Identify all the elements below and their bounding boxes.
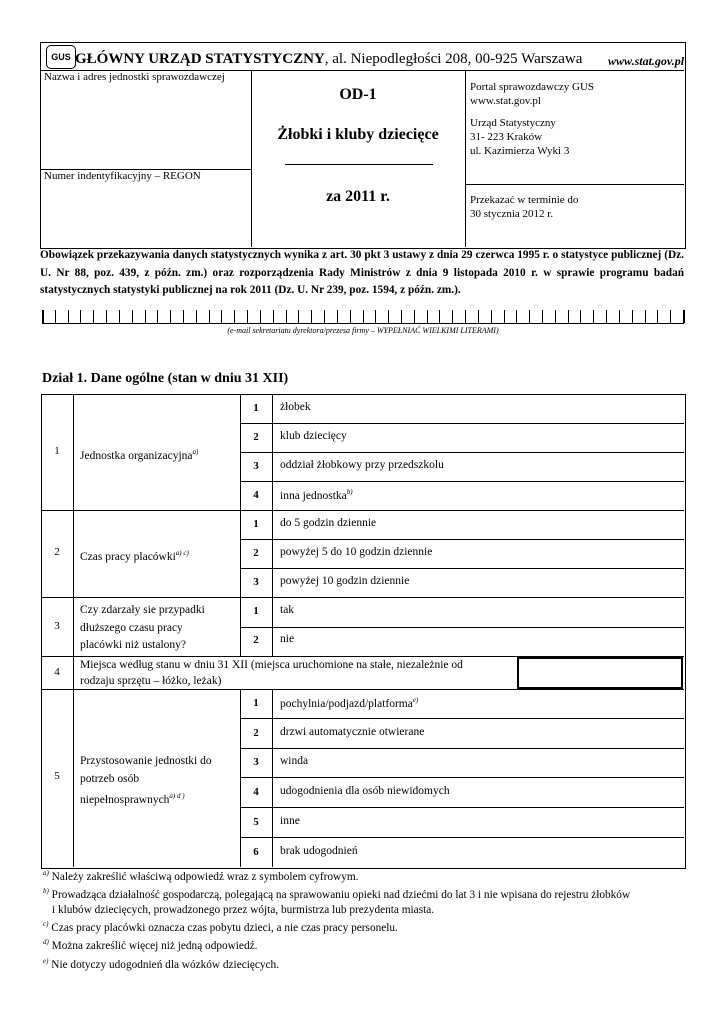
footnote-text: Można zakreślić więcej niż jedną odpowiedź. [51, 940, 258, 953]
form-code: OD-1 [339, 86, 377, 103]
footnote-mark: b) [43, 887, 49, 896]
label-sup: a) c) [175, 549, 189, 557]
option-text: powyżej 10 godzin dziennie [280, 575, 410, 587]
opt-sep [240, 539, 684, 540]
portal-url[interactable]: www.stat.gov.pl [470, 95, 541, 107]
option-text: tak [280, 604, 295, 616]
option-text: do 5 godzin dziennie [280, 517, 377, 529]
email-box-tick [555, 310, 556, 323]
option-number[interactable]: 3 [253, 460, 259, 472]
label-line: Czy zdarzały sie przypadki [80, 604, 205, 616]
footnote [43, 935, 683, 953]
option-text: brak udogodnień [280, 845, 358, 857]
option-number[interactable]: 2 [253, 431, 259, 443]
option-ramp[interactable] [280, 696, 418, 710]
group-sep-1-2 [41, 510, 684, 511]
email-box-tick [170, 310, 171, 323]
portal-label: Portal sprawozdawczy GUS [470, 81, 595, 93]
organization-name [75, 51, 582, 68]
email-box-tick [427, 310, 428, 323]
row-label-longer-hours [80, 602, 205, 655]
option-no[interactable] [280, 633, 294, 645]
office-address [470, 116, 569, 158]
option-number[interactable]: 1 [253, 402, 259, 414]
label-line: Miejsca według stanu w dniu 31 XII (miejsca uruchomione na stałe, niezależnie od [80, 659, 463, 671]
option-nursery[interactable] [280, 401, 311, 413]
email-caption: (e-mail sekretariatu dyrektora/prezesa firmy – WYPEŁNIAĆ WIELKIMI LITERAMI) [227, 326, 499, 335]
email-box-tick [401, 310, 402, 323]
footnote [43, 954, 683, 972]
email-box-tick [632, 310, 633, 323]
email-box-tick [42, 310, 44, 323]
email-box-tick [478, 310, 479, 323]
label-sup: a) d ) [169, 792, 185, 800]
row-number: 1 [54, 445, 60, 457]
email-box-tick [452, 310, 453, 323]
opt-sep [240, 481, 684, 482]
email-box-tick [247, 310, 248, 323]
email-box-tick [68, 310, 69, 323]
option-number[interactable]: 4 [253, 489, 259, 501]
email-box-tick [580, 310, 581, 323]
email-box-tick [196, 310, 197, 323]
label-text: niepełnosprawnych [80, 793, 170, 806]
email-box-tick [234, 310, 235, 323]
header-col-divider-right [465, 70, 466, 247]
col-line-num-a [272, 394, 273, 656]
footnote-mark: d) [43, 938, 49, 947]
opt-sep [240, 452, 684, 453]
option-blind-facilities[interactable] [280, 785, 450, 797]
regon-label: Numer indentyfikacyjny – REGON [44, 170, 201, 182]
option-5-to-10h[interactable] [280, 546, 432, 558]
option-text: pochylnia/podjazd/platforma [280, 697, 413, 710]
option-number[interactable]: 1 [253, 697, 259, 709]
email-box-tick [388, 310, 389, 323]
email-box-tick [80, 310, 81, 323]
email-box-tick [209, 310, 210, 323]
email-box-tick [593, 310, 594, 323]
deadline-info [470, 193, 578, 221]
portal-info [470, 80, 594, 108]
email-box-tick [657, 310, 658, 323]
option-text: klub dziecięcy [280, 430, 347, 442]
option-text: żłobek [280, 401, 311, 413]
email-box-tick [491, 310, 492, 323]
row-number: 4 [54, 666, 60, 678]
option-number[interactable]: 1 [253, 605, 259, 617]
col-line-label-b [240, 689, 241, 867]
footnote-text: Należy zakreślić właściwą odpowiedź wraz z symbolem cyfrowym. [51, 870, 359, 883]
email-box-tick [350, 310, 351, 323]
group-sep-4-5 [41, 689, 684, 690]
label-line: dłuższego czasu pracy [80, 621, 183, 634]
office-street: ul. Kazimierza Wyki 3 [470, 145, 570, 157]
col-line-num-b [272, 689, 273, 867]
option-text: inna jednostka [280, 489, 347, 502]
option-text: udogodnienia dla osób niewidomych [280, 785, 450, 797]
option-number[interactable]: 3 [253, 756, 259, 768]
email-box-tick [439, 310, 440, 323]
email-box-tick [645, 310, 646, 323]
email-box-tick [260, 310, 261, 323]
label-line: placówki niż ustalony? [80, 639, 187, 651]
email-input-boxes[interactable] [42, 310, 684, 324]
option-number[interactable]: 2 [253, 727, 259, 739]
org-name-bold: GŁÓWNY URZĄD STATYSTYCZNY [75, 51, 325, 67]
option-number[interactable]: 1 [253, 518, 259, 530]
footnote-text: Nie dotyczy udogodnień dla wózków dziecięcych. [51, 958, 280, 971]
option-childrens-club[interactable] [280, 430, 347, 442]
email-box-tick [132, 310, 133, 323]
col-line-no [73, 394, 74, 867]
email-box-tick [55, 310, 56, 323]
email-box-tick [504, 310, 505, 323]
option-sup: e) [412, 696, 419, 704]
email-box-tick [157, 310, 158, 323]
option-yes[interactable] [280, 604, 294, 616]
email-box-tick [683, 310, 685, 323]
legal-notice: Obowiązek przekazywania danych statystycznych wynika z art. 30 pkt 3 ustawy z dnia 29 czerwca 1995 r. o statystyce publicznej (Dz. U. Nr 88, poz. 439, z późn. zm.) oraz rozporządzenia Rady Ministrów z dnia 9 listopada 2010 r. w sprawie programu badań statystycznych statystyki publicznej na rok 2011 (Dz. U. Nr 239, poz. 1594, z późn. zm.). [40, 249, 684, 296]
org-address: , al. Niepodległości 208, 00-925 Warszawa [324, 51, 583, 67]
deadline-label: Przekazać w terminie do [470, 194, 579, 206]
email-box-tick [465, 310, 466, 323]
option-elevator[interactable] [280, 755, 308, 767]
option-text: winda [280, 755, 309, 767]
footnotes [43, 866, 683, 972]
email-box-tick [568, 310, 569, 323]
row-number: 2 [54, 546, 60, 558]
label-text: Jednostka organizacyjna [80, 449, 193, 462]
opt-sep [240, 777, 684, 778]
form-name: Żłobki i kluby dziecięce [277, 126, 439, 143]
footnote [43, 884, 683, 902]
email-box-tick [93, 310, 94, 323]
email-box-tick [363, 310, 364, 323]
email-box-tick [324, 310, 325, 323]
row-label-accessibility [80, 753, 212, 809]
office-city: 31- 223 Kraków [470, 131, 543, 143]
footnote-mark: e) [43, 956, 49, 965]
email-box-tick [516, 310, 517, 323]
opt-sep [240, 627, 684, 628]
option-number[interactable]: 6 [253, 846, 259, 858]
email-box-tick [311, 310, 312, 323]
form-year: za 2011 r. [326, 188, 390, 205]
row-label-organizational-unit [80, 444, 198, 464]
gus-logo: GUS [46, 45, 76, 69]
email-box-tick [221, 310, 222, 323]
option-sup: b) [346, 488, 353, 496]
footnote-text: Czas pracy placówki oznacza czas pobytu dzieci, a nie czas pracy personelu. [51, 921, 398, 934]
email-box-tick [298, 310, 299, 323]
title-separator [285, 164, 433, 165]
opt-sep [240, 748, 684, 749]
gus-url[interactable]: www.stat.gov.pl [608, 54, 685, 68]
email-box-tick [414, 310, 415, 323]
email-box-tick [375, 310, 376, 323]
places-count-field[interactable] [517, 657, 683, 689]
option-text: inne [280, 815, 300, 827]
name-address-field[interactable] [42, 84, 250, 168]
option-other-unit[interactable] [280, 488, 353, 502]
regon-field[interactable] [42, 184, 250, 244]
option-text: nie [280, 633, 295, 645]
deadline-date: 30 stycznia 2012 r. [470, 208, 554, 220]
row-label-places [80, 657, 463, 689]
section-title: Dział 1. Dane ogólne (stan w dniu 31 XII) [42, 371, 289, 386]
footnote-text: Prowadząca działalność gospodarczą, polegającą na sprawowaniu opieki nad dziećmi do lat 3 i nie wpisana do rejestru żłobków [51, 889, 631, 902]
email-box-tick [106, 310, 107, 323]
opt-sep [240, 423, 684, 424]
row-number: 5 [54, 770, 60, 782]
option-number[interactable]: 3 [253, 576, 259, 588]
option-no-facilities[interactable] [280, 845, 358, 857]
footnote-continuation: i klubów dziecięcych, prowadzonego przez wójta, burmistrza lub prezydenta miasta. [52, 903, 435, 916]
label-text: Czas pracy placówki [80, 550, 176, 563]
option-automatic-doors[interactable] [280, 726, 424, 738]
option-other[interactable] [280, 815, 300, 827]
opt-sep [240, 837, 684, 838]
group-sep-2-3 [41, 597, 684, 598]
email-box-tick [606, 310, 607, 323]
email-box-tick [529, 310, 530, 323]
option-text: powyżej 5 do 10 godzin dziennie [280, 546, 433, 558]
label-line: Przystosowanie jednostki do [80, 755, 212, 767]
email-box-tick [119, 310, 120, 323]
row-label-working-hours [80, 545, 189, 565]
name-address-label: Nazwa i adres jednostki sprawozdawczej [44, 71, 225, 83]
option-over-10h[interactable] [280, 575, 409, 587]
label-line: rodzaju sprzętu – łóżko, leżak) [80, 675, 222, 687]
opt-sep [240, 568, 684, 569]
opt-sep [240, 718, 684, 719]
option-number[interactable]: 4 [253, 786, 259, 798]
option-preschool-ward[interactable] [280, 459, 444, 471]
option-number[interactable]: 2 [253, 634, 259, 646]
option-text: drzwi automatycznie otwierane [280, 726, 425, 738]
email-box-tick [670, 310, 671, 323]
option-text: oddział żłobkowy przy przedszkolu [280, 459, 444, 471]
email-box-tick [542, 310, 543, 323]
footnote [43, 917, 683, 935]
office-name: Urząd Statystyczny [470, 117, 556, 129]
email-box-tick [286, 310, 287, 323]
footnote [43, 866, 683, 884]
deadline-divider [465, 184, 684, 185]
row-number: 3 [54, 620, 60, 632]
option-number[interactable]: 5 [253, 816, 259, 828]
email-box-tick [145, 310, 146, 323]
label-line: potrzeb osób [80, 772, 140, 785]
email-box-tick [619, 310, 620, 323]
option-number[interactable]: 2 [253, 547, 259, 559]
email-box-tick [273, 310, 274, 323]
label-sup: a) [192, 448, 199, 456]
email-box-tick [183, 310, 184, 323]
footnote-mark: a) [43, 869, 49, 877]
email-box-tick [337, 310, 338, 323]
opt-sep [240, 807, 684, 808]
option-up-to-5h[interactable] [280, 517, 376, 529]
footnote-mark: c) [43, 920, 49, 929]
